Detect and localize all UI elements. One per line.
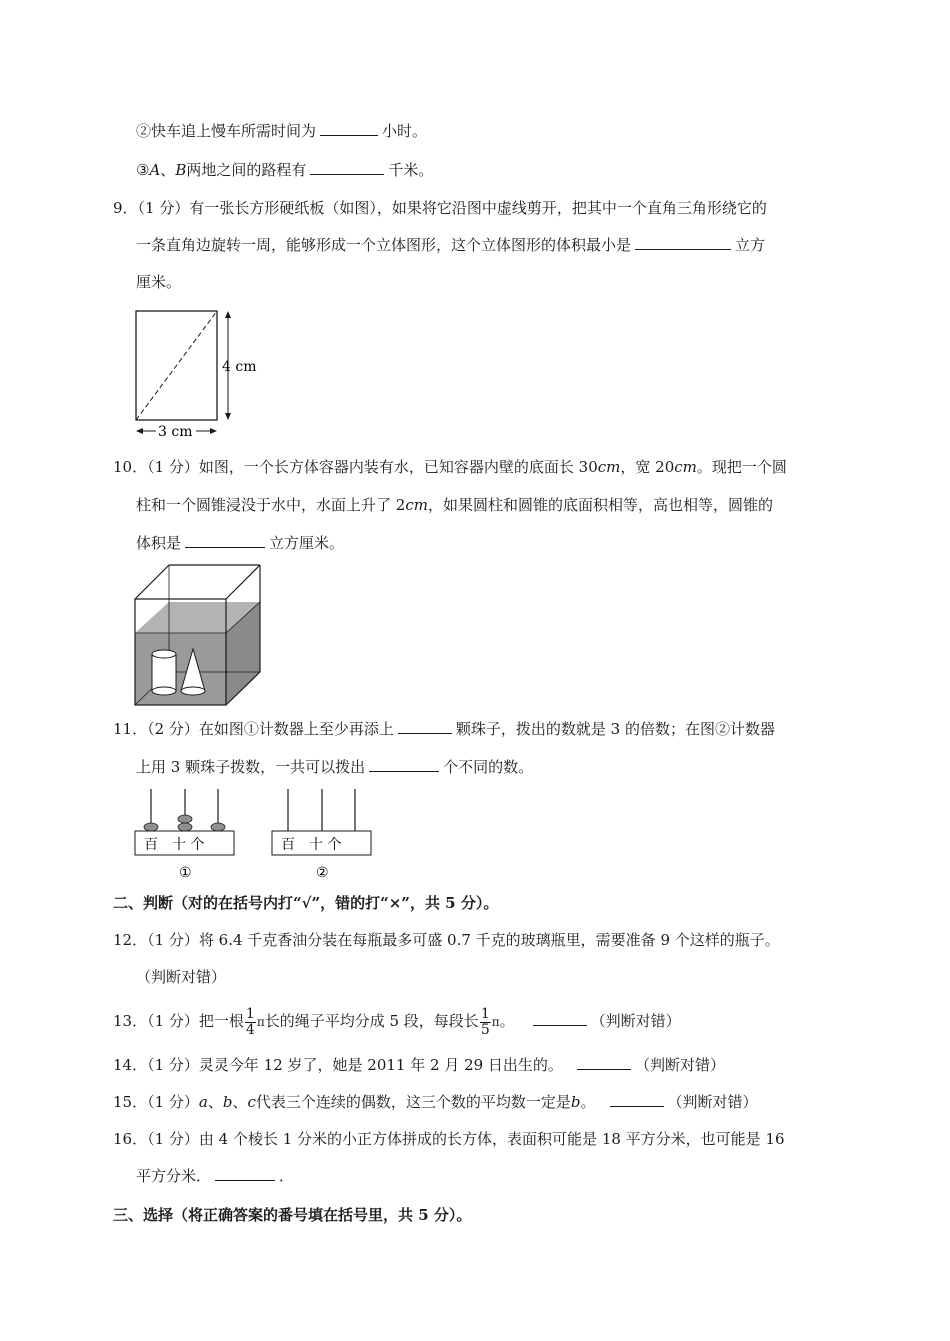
- q16-line2: 平方分米． ．: [136, 1167, 295, 1185]
- abacus-2-labels: 百 十 个: [281, 837, 342, 853]
- q9-line3: 厘米。: [136, 273, 182, 291]
- bead-ones-1: [211, 823, 225, 831]
- abacus-2: [267, 785, 377, 883]
- height-label: 4 cm: [222, 359, 257, 375]
- q8-sub2-answer-blank[interactable]: [320, 121, 378, 136]
- q8-sub3: ③A、B两地之间的路程有 千米。: [136, 161, 434, 179]
- q9-line1: 9．（1 分）有一张长方形硬纸板（如图），如果将它沿图中虚线剪开，把其中一个直角三角形绕它的: [113, 199, 767, 217]
- cone-base: [181, 687, 205, 695]
- q16-line1: 16．（1 分）由 4 个棱长 1 分米的小正方体拼成的长方体，表面积可能是 18 平方分米，也可能是 16: [113, 1130, 785, 1148]
- bead-tens-2: [178, 815, 192, 823]
- width-arrow-head-left: [136, 428, 143, 434]
- q8-sub2: ②快车追上慢车所需时间为 小时。: [136, 122, 428, 140]
- q9-rectangle-figure: [130, 305, 270, 440]
- cylinder-top: [152, 650, 176, 658]
- cylinder-body: [152, 654, 176, 691]
- q11-line2: 上用 3 颗珠子拨数，一共可以拨出 个不同的数。: [136, 758, 534, 776]
- q10-line1: 10．（1 分）如图，一个长方体容器内装有水，已知容器内壁的底面长 30cm，宽 20cm。现把一个圆: [113, 458, 787, 476]
- q13: 13．（1 分）把一根 $\frac{1}{4}$ π长的绳子平均分成 5 段，每段长 $\frac{1}{5}$ π。 （判断对错）: [113, 1005, 681, 1038]
- q12-line2: （判断对错）: [136, 968, 227, 986]
- abacus-1-labels: 百 十 个: [144, 837, 205, 853]
- container-top-right-edge: [226, 565, 260, 599]
- q11-answer-blank-1[interactable]: [398, 719, 452, 734]
- height-arrow-head-bottom: [225, 413, 231, 420]
- bead-hundreds-1: [144, 823, 158, 831]
- abacus-2-caption: ②: [316, 865, 329, 881]
- q10-container-figure: [130, 562, 270, 710]
- q12-line1: 12．（1 分）将 6.4 千克香油分装在每瓶最多可盛 0.7 千克的玻璃瓶里，需要准备 9 个这样的瓶子。: [113, 931, 780, 949]
- width-label: 3 cm: [158, 424, 193, 440]
- q14-answer-blank[interactable]: [577, 1055, 631, 1070]
- width-arrow-head-right: [210, 428, 217, 434]
- fraction-one-quarter: $\frac{1}{4}$: [245, 1005, 255, 1038]
- cylinder-bottom: [152, 687, 176, 695]
- fraction-one-fifth: $\frac{1}{5}$: [480, 1005, 490, 1038]
- q13-answer-blank[interactable]: [533, 1011, 587, 1026]
- dashed-diagonal: [136, 311, 217, 420]
- q14: 14．（1 分）灵灵今年 12 岁了，她是 2011 年 2 月 29 日出生的。 （判断对错）: [113, 1056, 725, 1074]
- section-2-title: 二、判断（对的在括号内打“√”，错的打“×”，共 5 分）。: [113, 894, 499, 912]
- q10-line2: 柱和一个圆锥浸没于水中，水面上升了 2cm，如果圆柱和圆锥的底面积相等，高也相等，圆锥的: [136, 496, 773, 514]
- q10-line3: 体积是 立方厘米。: [136, 534, 345, 552]
- q15: 15．（1 分）a、b、c代表三个连续的偶数，这三个数的平均数一定是b。 （判断对错）: [113, 1093, 758, 1111]
- height-arrow-head-top: [225, 311, 231, 318]
- q16-answer-blank[interactable]: [215, 1166, 275, 1181]
- abacus-1-caption: ①: [179, 865, 192, 881]
- bead-tens-1: [178, 823, 192, 831]
- q8-sub3-answer-blank[interactable]: [310, 160, 384, 175]
- water-front: [135, 633, 226, 705]
- section-3-title: 三、选择（将正确答案的番号填在括号里，共 5 分）。: [113, 1206, 472, 1224]
- q9-line2: 一条直角边旋转一周，能够形成一个立体图形，这个立体图形的体积最小是 立方: [136, 236, 766, 254]
- container-top-left-edge: [135, 565, 169, 599]
- abacus-1: [130, 785, 240, 883]
- q9-answer-blank[interactable]: [635, 235, 731, 250]
- q11-answer-blank-2[interactable]: [369, 757, 439, 772]
- q11-line1: 11．（2 分）在如图①计数器上至少再添上 颗珠子，拨出的数就是 3 的倍数；在图②计数器: [113, 720, 775, 738]
- q15-answer-blank[interactable]: [610, 1092, 664, 1107]
- q10-answer-blank[interactable]: [185, 533, 265, 548]
